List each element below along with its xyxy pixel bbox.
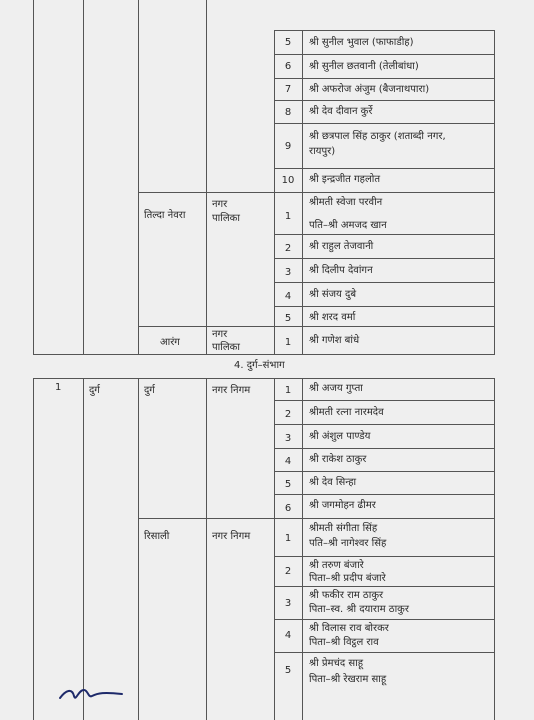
row-number: 5: [284, 37, 292, 48]
member-name: श्री देव सिन्हा: [309, 477, 357, 488]
row-number: 4: [284, 456, 292, 467]
place-name: आरंग: [160, 337, 180, 348]
member-name: श्री शरद वर्मा: [309, 312, 356, 323]
member-name: श्री जगमोहन ढीमर: [309, 500, 376, 511]
member-name: श्री अफरोज अंजुम (बैजनाथपारा): [309, 84, 430, 95]
member-name: श्री दिलीप देवांगन: [309, 265, 373, 276]
row-number: 1: [284, 211, 292, 222]
row-number: 8: [284, 107, 292, 118]
row-number: 2: [284, 243, 292, 254]
serial-number: 1: [55, 382, 62, 393]
member-name-line2: पति–श्री नागेश्वर सिंह: [309, 538, 387, 549]
row-number: 2: [284, 409, 292, 420]
member-name-line2: पिता–श्री रेखराम साहू: [309, 674, 387, 685]
row-number: 6: [284, 503, 292, 514]
member-name: श्री सुनील छतवानी (तेलीबांधा): [309, 61, 419, 72]
row-number: 6: [284, 61, 292, 72]
row-number: 4: [284, 291, 292, 302]
body-type-line2: पालिका: [212, 213, 240, 224]
row-number: 1: [284, 337, 292, 348]
member-name-line2: पति–श्री अमजद खान: [309, 220, 387, 231]
row-number: 3: [284, 598, 292, 609]
member-name-line2: पिता–श्री प्रदीप बंजारे: [309, 573, 386, 584]
member-name-line2: पिता–स्व. श्री दयाराम ठाकुर: [309, 604, 409, 615]
body-type: नगर: [212, 199, 228, 210]
row-number: 2: [284, 566, 292, 577]
member-name: श्री देव दीवान कुर्रे: [309, 106, 373, 117]
row-number: 5: [284, 665, 292, 676]
body-type: नगर: [212, 329, 228, 340]
row-number: 9: [284, 141, 292, 152]
member-name: श्री गणेश बांधे: [309, 335, 360, 346]
row-number: 5: [284, 313, 292, 324]
member-name: श्री इन्द्रजीत गहलोत: [309, 174, 381, 185]
member-name: श्री छत्रपाल सिंह ठाकुर (शताब्दी नगर,: [309, 131, 446, 142]
member-name: श्री अंशुल पाण्डेय: [309, 431, 371, 442]
member-name: श्री तरुण बंजारे: [309, 560, 364, 571]
member-name: श्री प्रेमचंद साहू: [309, 658, 364, 669]
place-name: दुर्ग: [144, 385, 155, 396]
body-type: नगर निगम: [212, 385, 251, 396]
body-type: नगर निगम: [212, 531, 251, 542]
member-name: श्री अजय गुप्ता: [309, 383, 363, 394]
row-number: 1: [284, 385, 292, 396]
member-name: श्री राहुल तेजवानी: [309, 241, 374, 252]
member-name: श्रीमती रत्ना नारमदेव: [309, 407, 384, 418]
division-heading: 4. दुर्ग–संभाग: [234, 360, 285, 371]
handwritten-signature: [58, 682, 128, 704]
member-name: श्री विलास राव बोरकर: [309, 623, 389, 634]
row-number: 3: [284, 433, 292, 444]
district-name: दुर्ग: [89, 385, 100, 396]
member-name: श्रीमती स्वेजा परवीन: [309, 197, 383, 208]
member-name-line2: रायपुर): [309, 146, 336, 157]
member-name-line2: पिता–श्री विट्ठल राव: [309, 637, 379, 648]
place-name: रिसाली: [144, 531, 170, 542]
row-number: 5: [284, 479, 292, 490]
place-name: तिल्दा नेवरा: [144, 210, 186, 221]
member-name: श्री सुनील भुवाल (फाफाडीह): [309, 37, 414, 48]
row-number: 10: [281, 175, 295, 186]
member-name: श्रीमती संगीता सिंह: [309, 523, 378, 534]
row-number: 3: [284, 267, 292, 278]
member-name: श्री संजय दुबे: [309, 289, 357, 300]
row-number: 4: [284, 630, 292, 641]
member-name: श्री राकेश ठाकुर: [309, 454, 367, 465]
row-number: 1: [284, 533, 292, 544]
member-name: श्री फकीर राम ठाकुर: [309, 590, 384, 601]
row-number: 7: [284, 84, 292, 95]
body-type-line2: पालिका: [212, 342, 240, 353]
